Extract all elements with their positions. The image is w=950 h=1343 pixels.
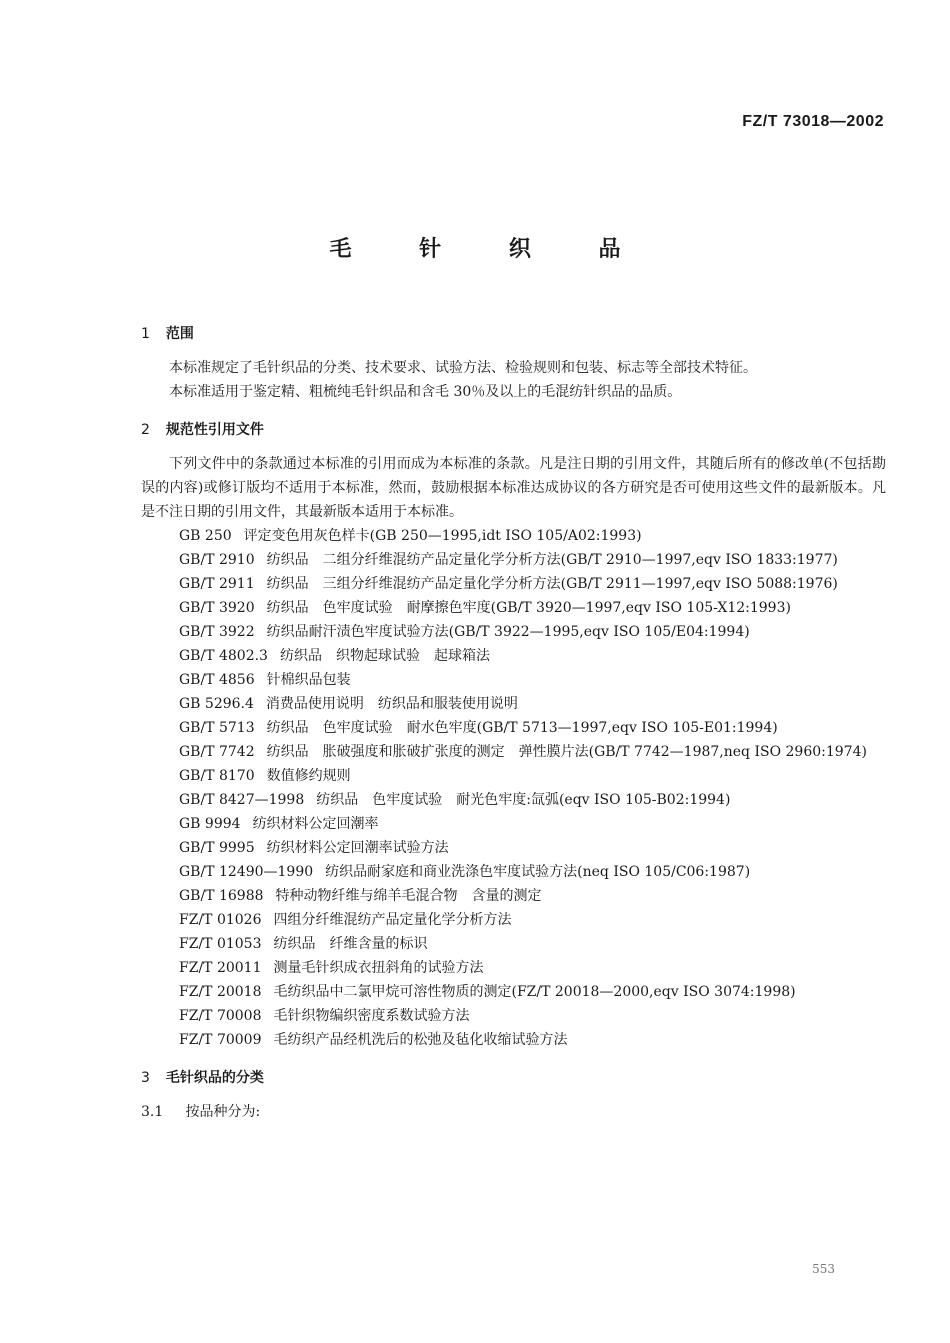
reference-item (141, 980, 886, 1004)
reference-title: 纺织品 纤维含量的标识 (273, 936, 428, 952)
page-number: 553 (812, 1262, 835, 1276)
paragraph: 本标准规定了毛针织品的分类、技术要求、试验方法、检验规则和包装、标志等全部技术特征。 (169, 360, 757, 376)
reference-item (141, 668, 886, 692)
document-body (141, 322, 886, 1138)
reference-item (141, 692, 886, 716)
reference-code: GB/T 3920 (179, 600, 255, 616)
reference-code: GB/T 16988 (179, 888, 264, 904)
reference-item (141, 716, 886, 740)
subclause-text: 按品种分为: (185, 1104, 261, 1120)
subclause-number: 3.1 (141, 1104, 164, 1120)
reference-title: 四组分纤维混纺产品定量化学分析方法 (273, 912, 512, 928)
reference-item (141, 572, 886, 596)
reference-item (141, 884, 886, 908)
reference-code: FZ/T 70009 (179, 1032, 262, 1048)
reference-code: GB/T 12490—1990 (179, 864, 314, 880)
reference-code: FZ/T 70008 (179, 1008, 262, 1024)
reference-code: GB 5296.4 (179, 696, 254, 712)
reference-list (141, 524, 886, 1052)
reference-title: 纺织品 三组分纤维混纺产品定量化学分析方法(GB/T 2911—1997,eqv ISO 5088:1976) (266, 576, 838, 592)
reference-code: GB/T 4856 (179, 672, 255, 688)
reference-title: 纺织品 胀破强度和胀破扩张度的测定 弹性膜片法(GB/T 7742—1987,neq ISO 2960:1974) (266, 744, 867, 760)
reference-code: GB 250 (179, 528, 232, 544)
reference-title: 纺织品 织物起球试验 起球箱法 (279, 648, 490, 664)
section-normative-references (141, 418, 886, 1052)
reference-title: 纺织品 二组分纤维混纺产品定量化学分析方法(GB/T 2910—1997,eqv ISO 1833:1977) (266, 552, 838, 568)
reference-code: GB/T 8170 (179, 768, 255, 784)
reference-code: GB 9994 (179, 816, 241, 832)
reference-title: 纺织品 色牢度试验 耐水色牢度(GB/T 5713—1997,eqv ISO 105-E01:1994) (266, 720, 778, 736)
section-heading (141, 1066, 886, 1090)
reference-code: GB/T 5713 (179, 720, 255, 736)
reference-item (141, 524, 886, 548)
reference-code: GB/T 2911 (179, 576, 255, 592)
reference-title: 数值修约规则 (266, 768, 351, 784)
reference-item (141, 932, 886, 956)
reference-code: FZ/T 20011 (179, 960, 262, 976)
reference-title: 针棉织品包装 (266, 672, 351, 688)
reference-item (141, 596, 886, 620)
section-title: 规范性引用文件 (165, 422, 264, 438)
reference-code: GB/T 3922 (179, 624, 255, 640)
reference-title: 纺织材料公定回潮率 (252, 816, 379, 832)
section-number: 3 (141, 1070, 150, 1086)
reference-item (141, 644, 886, 668)
reference-title: 纺织品 色牢度试验 耐光色牢度:氙弧(eqv ISO 105-B02:1994) (316, 792, 731, 808)
reference-item (141, 740, 886, 764)
reference-title: 测量毛针织成衣扭斜角的试验方法 (273, 960, 484, 976)
reference-title: 评定变色用灰色样卡(GB 250—1995,idt ISO 105/A02:1993) (243, 528, 642, 544)
section-number: 2 (141, 422, 150, 438)
reference-code: FZ/T 01053 (179, 936, 262, 952)
reference-item (141, 788, 886, 812)
reference-item (141, 908, 886, 932)
section-heading (141, 418, 886, 442)
reference-item (141, 812, 886, 836)
reference-item (141, 1028, 886, 1052)
reference-title: 消费品使用说明 纺织品和服装使用说明 (265, 696, 518, 712)
reference-item (141, 836, 886, 860)
reference-code: FZ/T 20018 (179, 984, 262, 1000)
reference-title: 毛纺织产品经机洗后的松弛及毡化收缩试验方法 (273, 1032, 568, 1048)
section-title: 范围 (165, 326, 194, 342)
reference-item (141, 764, 886, 788)
reference-item (141, 956, 886, 980)
reference-code: GB/T 2910 (179, 552, 255, 568)
paragraph: 本标准适用于鉴定精、粗梳纯毛针织品和含毛 30％及以上的毛混纺针织品的品质。 (169, 384, 682, 400)
reference-code: GB/T 7742 (179, 744, 255, 760)
section-number: 1 (141, 326, 150, 342)
reference-item (141, 860, 886, 884)
reference-item (141, 1004, 886, 1028)
reference-title: 纺织品耐家庭和商业洗涤色牢度试验方法(neq ISO 105/C06:1987) (325, 864, 751, 880)
reference-title: 毛纺织品中二氯甲烷可溶性物质的测定(FZ/T 20018—2000,eqv ISO 3074:1998) (273, 984, 796, 1000)
reference-code: FZ/T 01026 (179, 912, 262, 928)
reference-code: GB/T 4802.3 (179, 648, 268, 664)
reference-item (141, 620, 886, 644)
reference-code: GB/T 9995 (179, 840, 255, 856)
reference-title: 毛针织物编织密度系数试验方法 (273, 1008, 470, 1024)
reference-code: GB/T 8427—1998 (179, 792, 305, 808)
reference-title: 纺织品耐汗渍色牢度试验方法(GB/T 3922—1995,eqv ISO 105/E04:1994) (266, 624, 750, 640)
document-title: 毛 针 织 品 (329, 237, 651, 262)
reference-title: 特种动物纤维与绵羊毛混合物 含量的测定 (275, 888, 542, 904)
reference-item (141, 548, 886, 572)
section-scope (141, 322, 886, 404)
reference-title: 纺织品 色牢度试验 耐摩擦色牢度(GB/T 3920—1997,eqv ISO 105-X12:1993) (266, 600, 791, 616)
standard-number: FZ/T 73018—2002 (742, 113, 884, 130)
subclause (141, 1100, 886, 1124)
section-title: 毛针织品的分类 (165, 1070, 264, 1086)
intro-paragraph: 下列文件中的条款通过本标准的引用而成为本标准的条款。凡是注日期的引用文件，其随后所有的修改单(不包括勘误的内容)或修订版均不适用于本标准，然而，鼓励根据本标准达成协议的各方研究是否可使用这些文件的最新版本。凡是不注日期的引用文件，其最新版本适用于本标准。 (141, 456, 886, 520)
section-heading (141, 322, 886, 346)
reference-title: 纺织材料公定回潮率试验方法 (266, 840, 449, 856)
section-classification (141, 1066, 886, 1124)
